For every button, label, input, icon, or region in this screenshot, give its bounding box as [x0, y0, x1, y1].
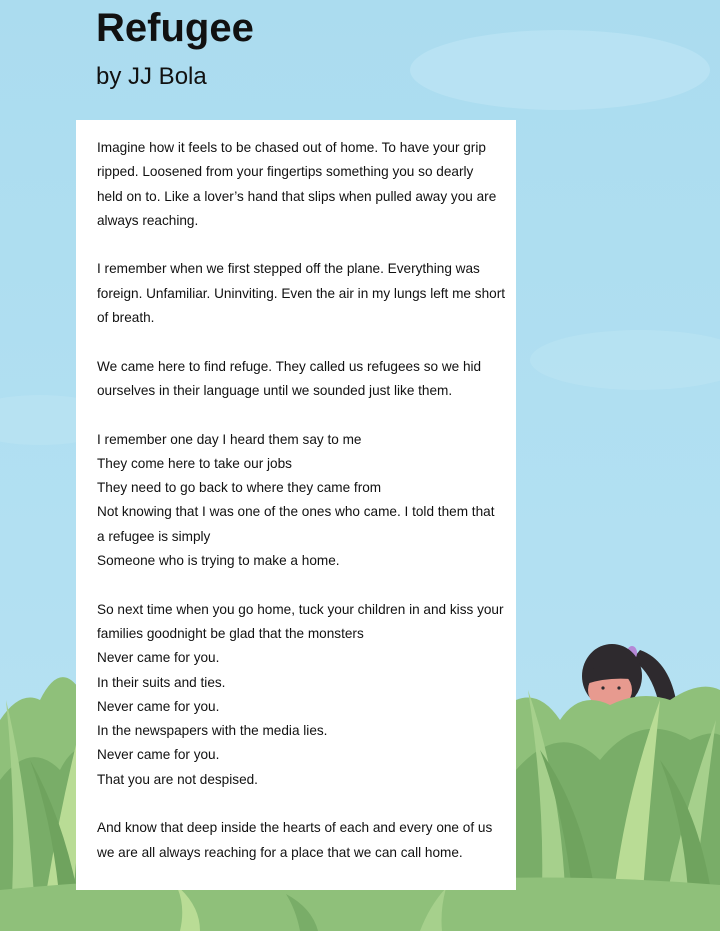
stanza-6 [97, 816, 496, 865]
poem-line: That you are not despised. [97, 771, 258, 787]
poem-line: families goodnight be glad that the monsters [97, 625, 364, 641]
poem-line: foreign. Unfamiliar. Uninviting. Even the air in my lungs left me short [97, 285, 505, 301]
poem-line: Someone who is trying to make a home. [97, 553, 340, 569]
poem-line: Not knowing that I was one of the ones who came. I told them that [97, 504, 495, 520]
poem-line: we are all always reaching for a place that we can call home. [97, 844, 463, 860]
poem-line: always reaching. [97, 212, 199, 228]
poem-line: Imagine how it feels to be chased out of home. To have your grip [97, 140, 486, 155]
poem-line: ourselves in their language until we sounded just like them. [97, 382, 453, 398]
poem-line: So next time when you go home, tuck your children in and kiss your [97, 601, 504, 617]
poem-title: Refugee [96, 6, 254, 50]
poem-line: Never came for you. [97, 650, 220, 666]
poem-line: They need to go back to where they came from [97, 480, 382, 496]
poem-line: In the newspapers with the media lies. [97, 723, 328, 739]
poem-line: ripped. Loosened from your fingertips something you so dearly [97, 164, 474, 180]
poem-card [76, 120, 516, 890]
poem-line: They come here to take our jobs [97, 455, 292, 471]
poem-line: I remember one day I heard them say to me [97, 431, 362, 447]
poem-line: Never came for you. [97, 747, 220, 763]
poem-line: Never came for you. [97, 698, 220, 714]
poem-line: a refugee is simply [97, 528, 211, 544]
stanza-3 [97, 355, 496, 404]
stanza-1 [97, 136, 496, 233]
stanza-2 [97, 257, 505, 330]
poem-line: In their suits and ties. [97, 674, 226, 690]
poem-author: by JJ Bola [96, 63, 207, 90]
poem-line: And know that deep inside the hearts of each and every one of us [97, 820, 493, 836]
stanza-5 [97, 598, 504, 792]
poem-line: of breath. [97, 310, 155, 326]
poem-line: We came here to find refuge. They called us refugees so we hid [97, 358, 482, 374]
stanza-4 [97, 428, 496, 574]
poem-line: I remember when we first stepped off the plane. Everything was [97, 261, 480, 277]
poem-line: held on to. Like a lover’s hand that slips when pulled away you are [97, 188, 497, 204]
